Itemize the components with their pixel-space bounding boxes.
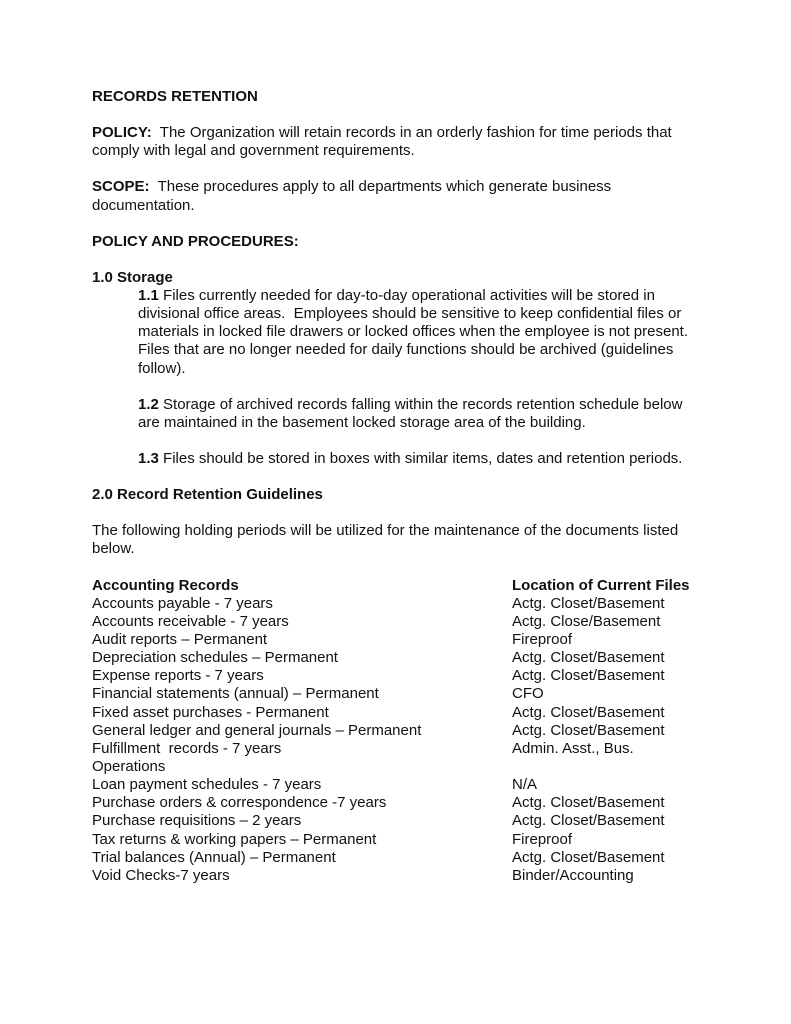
table-row <box>92 613 697 631</box>
record-cell: Expense reports - 7 years <box>92 667 264 685</box>
location-cell: Actg. Closet/Basement <box>512 667 665 685</box>
location-cell: Actg. Closet/Basement <box>512 794 665 812</box>
location-cell: Actg. Closet/Basement <box>512 703 665 721</box>
location-cell: Actg. Closet/Basement <box>512 649 665 667</box>
location-cell: Fireproof <box>512 630 573 648</box>
storage-item-1-3 <box>138 450 697 468</box>
record-cell: Tax returns & working papers – Permanent <box>92 830 377 848</box>
location-cell: Actg. Close/Basement <box>512 612 661 630</box>
table-row <box>92 831 697 849</box>
storage-item-1-2-text: Storage of archived records falling within the records retention schedule below are maintained in the basement locked storage area of the building. <box>138 395 687 431</box>
guidelines-intro: The following holding periods will be utilized for the maintenance of the documents listed below. <box>92 522 683 558</box>
record-cell: Purchase orders & correspondence -7 years <box>92 794 387 812</box>
location-column-header: Location of Current Files <box>512 576 690 594</box>
record-cell: Purchase requisitions – 2 years <box>92 812 302 830</box>
table-row <box>92 849 697 867</box>
record-cell: General ledger and general journals – Permanent <box>92 721 422 739</box>
table-header-row <box>92 577 697 595</box>
location-cell: Admin. Asst., Bus. <box>512 739 634 757</box>
table-row <box>92 758 697 776</box>
location-cell: Actg. Closet/Basement <box>512 721 665 739</box>
policy-text: The Organization will retain records in an orderly fashion for time periods that comply with legal and government requirements. <box>92 124 676 160</box>
storage-item-1-1-text: Files currently needed for day-to-day operational activities will be stored in divisional office areas. Employees should be sensitive to keep confidential files or materials in locked file drawers or locked offices when the employee is not present. Files that are no longer needed for daily functions should be archived (guidelines follow). <box>138 286 697 377</box>
storage-heading: 1.0 Storage <box>92 268 173 286</box>
scope-label: SCOPE: <box>92 178 150 196</box>
record-cell: Fixed asset purchases - Permanent <box>92 703 329 721</box>
record-cell: Audit reports – Permanent <box>92 630 268 648</box>
storage-item-1-2 <box>138 396 697 432</box>
procedures-heading: POLICY AND PROCEDURES: <box>92 232 299 250</box>
table-row <box>92 722 697 740</box>
page-title: RECORDS RETENTION <box>92 88 258 105</box>
table-row <box>92 631 697 649</box>
record-cell: Void Checks-7 years <box>92 866 230 884</box>
record-cell: Depreciation schedules – Permanent <box>92 649 338 667</box>
location-cell: Binder/Accounting <box>512 866 634 884</box>
table-row <box>92 867 697 885</box>
record-cell: Trial balances (Annual) – Permanent <box>92 848 336 866</box>
location-cell: Actg. Closet/Basement <box>512 812 665 830</box>
table-row <box>92 704 697 722</box>
record-cell: Fulfillment records - 7 years <box>92 739 282 757</box>
location-cell: Actg. Closet/Basement <box>512 848 665 866</box>
record-cell: Loan payment schedules - 7 years <box>92 776 322 794</box>
policy-paragraph <box>92 124 697 160</box>
record-cell: Financial statements (annual) – Permanent <box>92 685 379 703</box>
records-column-header: Accounting Records <box>92 576 239 594</box>
location-cell: N/A <box>512 776 538 794</box>
table-row <box>92 685 697 703</box>
storage-item-1-3-text: Files should be stored in boxes with similar items, dates and retention periods. <box>158 449 683 467</box>
storage-item-1-1-num: 1.1 <box>138 286 159 304</box>
table-row <box>92 649 697 667</box>
table-row <box>92 794 697 812</box>
guidelines-heading: 2.0 Record Retention Guidelines <box>92 486 323 504</box>
scope-paragraph <box>92 178 697 214</box>
table-row <box>92 812 697 830</box>
storage-item-1-3-num: 1.3 <box>138 449 159 467</box>
record-cell: Accounts payable - 7 years <box>92 594 273 612</box>
records-table <box>92 577 697 885</box>
storage-item-1-2-num: 1.2 <box>138 395 159 413</box>
location-cell: Actg. Closet/Basement <box>512 594 665 612</box>
table-row <box>92 776 697 794</box>
scope-text: These procedures apply to all departments which generate business documentation. <box>92 178 616 214</box>
storage-item-1-1 <box>138 287 697 378</box>
record-cell: Operations <box>92 757 166 775</box>
record-cell: Accounts receivable - 7 years <box>92 612 289 630</box>
location-cell: Fireproof <box>512 830 573 848</box>
policy-label: POLICY: <box>92 124 152 142</box>
table-row <box>92 667 697 685</box>
table-row <box>92 595 697 613</box>
table-row <box>92 740 697 758</box>
location-cell <box>512 758 697 776</box>
location-cell: CFO <box>512 685 544 703</box>
